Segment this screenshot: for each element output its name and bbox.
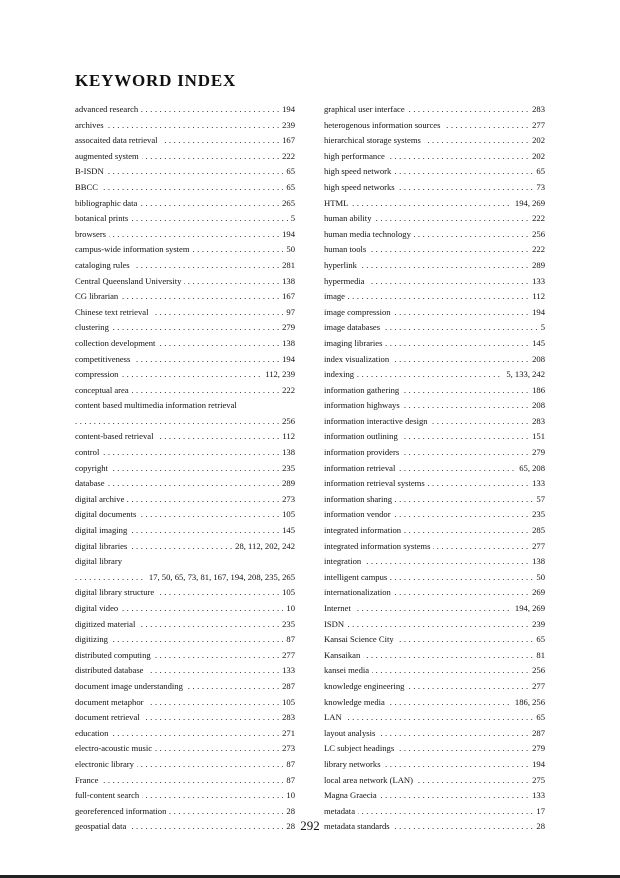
index-page-refs: 186, 256 (512, 695, 545, 711)
index-term: copyright (75, 463, 111, 473)
index-page-refs: 138 (279, 336, 295, 352)
index-page-refs: 222 (529, 242, 545, 258)
index-term: digital imaging (75, 525, 130, 535)
index-entry (75, 679, 295, 695)
index-term: intelligent campus (324, 572, 390, 582)
index-page-refs: 273 (279, 741, 295, 757)
index-term: content-based retrieval (75, 431, 157, 441)
index-page-refs: 279 (279, 320, 295, 336)
index-term: Kansaikan (324, 650, 363, 660)
index-entry (75, 523, 295, 539)
index-entry (324, 274, 545, 290)
index-page-refs: 239 (529, 617, 545, 633)
index-term: indexing (324, 369, 357, 379)
index-term: information vendor (324, 509, 394, 519)
index-entry (324, 648, 545, 664)
index-term: document retrieval (75, 712, 143, 722)
index-page-refs: 194 (279, 352, 295, 368)
index-term: human tools (324, 244, 369, 254)
index-entry (75, 507, 295, 523)
index-term: control (75, 447, 102, 457)
index-page-refs: 112 (279, 429, 295, 445)
index-entry (324, 570, 545, 586)
index-page-refs: 145 (529, 336, 545, 352)
index-entry (324, 211, 545, 227)
index-term: knowledge engineering (324, 681, 407, 691)
index-entry (75, 757, 295, 773)
index-entry (324, 710, 545, 726)
index-page-refs: 87 (283, 757, 295, 773)
index-term: B-ISDN (75, 166, 107, 176)
index-term: internationalization (324, 587, 394, 597)
index-entry (324, 445, 545, 461)
index-page-refs: 10 (283, 601, 295, 617)
index-page-refs: 133 (529, 274, 545, 290)
index-entry (324, 757, 545, 773)
index-page-refs: 287 (529, 726, 545, 742)
index-entry (324, 695, 545, 711)
index-page-refs: 194 (529, 305, 545, 321)
index-term: conceptual area (75, 385, 132, 395)
index-term (75, 572, 102, 582)
index-entry (75, 227, 295, 243)
index-entry (75, 539, 295, 555)
index-page-refs: 28 (283, 819, 295, 835)
index-term: digital archive (75, 494, 127, 504)
index-entry (324, 663, 545, 679)
index-entry (324, 617, 545, 633)
index-entry (324, 804, 545, 820)
index-page-refs: 28, 112, 202, 242 (232, 539, 295, 555)
index-entry (75, 570, 295, 586)
index-term (75, 416, 102, 426)
index-page-refs: 235 (529, 507, 545, 523)
index-entry (324, 726, 545, 742)
index-entry (324, 367, 545, 383)
index-entry (75, 648, 295, 664)
index-page-refs: 28 (283, 804, 295, 820)
index-page-refs: 202 (529, 149, 545, 165)
index-entry (324, 289, 545, 305)
index-term: electronic library (75, 759, 137, 769)
index-page-refs: 222 (529, 211, 545, 227)
index-page-refs: 273 (279, 492, 295, 508)
index-entry (324, 585, 545, 601)
index-term: digital video (75, 603, 121, 613)
index-entry (75, 429, 295, 445)
index-term: information sharing (324, 494, 395, 504)
index-page-refs: 10 (283, 788, 295, 804)
index-page-refs: 194, 269 (512, 196, 545, 212)
index-page-refs: 167 (279, 289, 295, 305)
index-page-refs: 283 (279, 710, 295, 726)
index-entry (324, 492, 545, 508)
index-term: browsers (75, 229, 109, 239)
index-page-refs: 5 (288, 211, 295, 227)
index-page-refs: 65 (533, 164, 545, 180)
index-term: clustering (75, 322, 112, 332)
index-term: cataloging rules (75, 260, 133, 270)
index-page-refs: 194, 269 (512, 601, 545, 617)
index-term: botanical prints (75, 213, 131, 223)
index-entry (324, 773, 545, 789)
index-entry (324, 352, 545, 368)
index-term: collection development (75, 338, 158, 348)
index-term: knowledge media (324, 697, 388, 707)
index-page-refs: 275 (529, 773, 545, 789)
index-term: local area network (LAN) (324, 775, 416, 785)
index-entry (324, 414, 545, 430)
index-page-refs: 65 (533, 632, 545, 648)
index-term: human media technology (324, 229, 414, 239)
index-entry (324, 149, 545, 165)
index-entry (75, 492, 295, 508)
index-column-right (324, 102, 545, 835)
index-term: Central Queensland University (75, 276, 184, 286)
index-entry (75, 118, 295, 134)
index-page-refs: 277 (529, 679, 545, 695)
index-entry (75, 632, 295, 648)
index-entry (75, 726, 295, 742)
index-entry (75, 554, 295, 570)
index-term: competitiveness (75, 354, 133, 364)
index-term: France (75, 775, 101, 785)
index-term: compression (75, 369, 121, 379)
index-entry (75, 773, 295, 789)
index-page-refs: 277 (529, 539, 545, 555)
index-page-refs: 289 (529, 258, 545, 274)
index-entry (324, 258, 545, 274)
index-page-refs: 87 (283, 773, 295, 789)
index-page-refs: 283 (529, 414, 545, 430)
index-entry (324, 320, 545, 336)
index-page-refs: 87 (283, 632, 295, 648)
index-entry (324, 788, 545, 804)
index-page-refs: 277 (529, 118, 545, 134)
index-term: hyperlink (324, 260, 360, 270)
index-page-refs: 50 (283, 242, 295, 258)
index-term: campus-wide information system (75, 244, 193, 254)
index-term: information retrieval systems (324, 478, 428, 488)
index-term: document image understanding (75, 681, 186, 691)
index-term: information gathering (324, 385, 402, 395)
index-page-refs: 138 (279, 445, 295, 461)
index-page-refs: 222 (279, 383, 295, 399)
index-term: imaging libraries (324, 338, 385, 348)
index-entry (75, 274, 295, 290)
index-term: integrated information (324, 525, 404, 535)
index-page-refs: 73 (533, 180, 545, 196)
index-entry (75, 788, 295, 804)
index-term: ISDN (324, 619, 347, 629)
index-page-refs: 105 (279, 695, 295, 711)
index-entry (75, 258, 295, 274)
index-page-refs: 57 (533, 492, 545, 508)
index-term: hierarchical storage systems (324, 135, 424, 145)
index-term: education (75, 728, 111, 738)
index-term: layout analysis (324, 728, 378, 738)
index-page-refs: 112 (529, 289, 545, 305)
index-page-refs: 279 (529, 741, 545, 757)
index-entry (75, 383, 295, 399)
index-page-refs: 133 (279, 663, 295, 679)
index-term: image compression (324, 307, 394, 317)
index-page-refs: 105 (279, 585, 295, 601)
index-entry (75, 710, 295, 726)
index-term: database (75, 478, 108, 488)
index-entry (75, 398, 295, 414)
index-entry (75, 180, 295, 196)
index-term: electro-acoustic music (75, 743, 155, 753)
index-entry (324, 679, 545, 695)
index-term: bibliographic data (75, 198, 140, 208)
index-page-refs: 133 (529, 476, 545, 492)
index-page-refs: 194 (529, 757, 545, 773)
index-page-refs: 277 (279, 648, 295, 664)
index-term: digitizing (75, 634, 111, 644)
index-entry (324, 429, 545, 445)
index-entry (75, 133, 295, 149)
index-entry (324, 632, 545, 648)
index-page-refs: 28 (533, 819, 545, 835)
index-page-refs: 81 (533, 648, 545, 664)
index-page-refs: 65, 208 (516, 461, 545, 477)
index-page-refs: 194 (279, 102, 295, 118)
index-entry (324, 118, 545, 134)
index-term: digital documents (75, 509, 139, 519)
index-entry (324, 507, 545, 523)
index-term: high performance (324, 151, 388, 161)
index-term: document metaphor (75, 697, 147, 707)
index-term: HTML (324, 198, 351, 208)
index-page-refs: 186 (529, 383, 545, 399)
index-page-refs: 5, 133, 242 (503, 367, 545, 383)
index-term: Internet (324, 603, 354, 613)
index-term: library networks (324, 759, 384, 769)
index-page-refs: 138 (279, 274, 295, 290)
index-page-refs: 145 (279, 523, 295, 539)
index-entry (324, 461, 545, 477)
index-term: digital library structure (75, 587, 157, 597)
index-page-refs: 167 (279, 133, 295, 149)
index-entry (324, 398, 545, 414)
index-term: full-content search (75, 790, 142, 800)
index-term: information providers (324, 447, 402, 457)
index-entry (324, 741, 545, 757)
index-term: augmented system (75, 151, 142, 161)
index-term: advanced research (75, 104, 141, 114)
index-entry (75, 741, 295, 757)
index-page-refs: 5 (538, 320, 545, 336)
index-page-refs: 256 (529, 663, 545, 679)
index-page-refs: 138 (529, 554, 545, 570)
index-page-refs: 269 (529, 585, 545, 601)
index-page-refs: 285 (529, 523, 545, 539)
index-page-refs: 202 (529, 133, 545, 149)
index-page-refs: 194 (279, 227, 295, 243)
index-page-refs: 235 (279, 617, 295, 633)
index-term: high speed network (324, 166, 394, 176)
index-term: hypermedia (324, 276, 368, 286)
index-page-refs: 271 (279, 726, 295, 742)
index-term: heterogenous information sources (324, 120, 443, 130)
index-term: human ability (324, 213, 375, 223)
index-entry (75, 663, 295, 679)
index-page-refs: 279 (529, 445, 545, 461)
index-term: geospatial data (75, 821, 129, 831)
index-page-refs: 208 (529, 398, 545, 414)
index-term: distributed computing (75, 650, 154, 660)
index-entry (75, 367, 295, 383)
index-column-left (75, 102, 295, 835)
index-term: distributed database (75, 665, 147, 675)
index-page-refs: 112, 239 (262, 367, 295, 383)
index-entry (75, 320, 295, 336)
index-entry (75, 476, 295, 492)
index-term: image databases (324, 322, 383, 332)
index-page-refs: 105 (279, 507, 295, 523)
index-entry (75, 414, 295, 430)
index-entry (75, 336, 295, 352)
index-term: content based multimedia information retrieval (75, 400, 240, 410)
index-term: assocaited data retrieval (75, 135, 161, 145)
index-term: metadata (324, 806, 358, 816)
index-term: integration (324, 556, 364, 566)
index-entry (324, 554, 545, 570)
index-term: digital library (75, 556, 125, 566)
index-entry (324, 523, 545, 539)
index-entry (75, 305, 295, 321)
index-entry (75, 242, 295, 258)
index-entry (324, 336, 545, 352)
index-page-refs: 17 (533, 804, 545, 820)
index-entry (75, 804, 295, 820)
index-page-refs: 222 (279, 149, 295, 165)
index-entry (75, 585, 295, 601)
index-entry (324, 102, 545, 118)
index-page-refs: 239 (279, 118, 295, 134)
index-term: kansei media (324, 665, 372, 675)
index-page-refs: 133 (529, 788, 545, 804)
index-entry (324, 133, 545, 149)
index-term: graphical user interface (324, 104, 408, 114)
index-page-refs: 65 (283, 180, 295, 196)
index-entry (75, 289, 295, 305)
index-term: Kansai Science City (324, 634, 397, 644)
index-page-refs: 281 (279, 258, 295, 274)
index-entry (324, 164, 545, 180)
index-term: information interactive design (324, 416, 431, 426)
index-term: information highways (324, 400, 403, 410)
index-term: georeferenced information (75, 806, 169, 816)
index-page-refs: 208 (529, 352, 545, 368)
index-entry (324, 601, 545, 617)
index-entry (75, 102, 295, 118)
index-page-refs: 235 (279, 461, 295, 477)
index-term: high speed networks (324, 182, 398, 192)
index-page-refs: 50 (533, 570, 545, 586)
page-number: 292 (300, 818, 320, 833)
index-page-refs: 65 (283, 164, 295, 180)
index-term: LC subject headings (324, 743, 397, 753)
index-page-refs: 283 (529, 102, 545, 118)
index-page-refs: 256 (529, 227, 545, 243)
index-entry (324, 242, 545, 258)
page-title: KEYWORD INDEX (75, 71, 237, 90)
index-term: BBCC (75, 182, 101, 192)
index-page-refs: . . . 17, 50, 65, 73, 81, 167, 194, 208, 235, 265 (146, 570, 295, 586)
index-entry (324, 305, 545, 321)
index-entry (75, 352, 295, 368)
index-entry (324, 196, 545, 212)
index-entry (324, 383, 545, 399)
index-term: CG librarian (75, 291, 121, 301)
index-entry (75, 617, 295, 633)
index-entry (75, 164, 295, 180)
index-term: Chinese text retrieval (75, 307, 152, 317)
index-term: metadata standards (324, 821, 393, 831)
index-term: Magna Graecia (324, 790, 380, 800)
index-entry (75, 695, 295, 711)
index-page-refs: 65 (533, 710, 545, 726)
index-entry (324, 476, 545, 492)
index-term: index visualization (324, 354, 392, 364)
index-term: LAN (324, 712, 345, 722)
index-page-refs: 265 (279, 196, 295, 212)
index-page-refs: 151 (529, 429, 545, 445)
index-entry (75, 601, 295, 617)
index-term: digital libraries (75, 541, 130, 551)
index-entry (75, 211, 295, 227)
index-entry (75, 445, 295, 461)
index-page-refs: 289 (279, 476, 295, 492)
index-term: digitized material (75, 619, 138, 629)
index-page-refs: 287 (279, 679, 295, 695)
index-entry (324, 227, 545, 243)
index-term: information retrieval (324, 463, 398, 473)
index-term: information outlining (324, 431, 401, 441)
index-term: image (324, 291, 348, 301)
index-term: integrated information systems (324, 541, 433, 551)
index-entry (75, 461, 295, 477)
index-page-refs: . . . 256 (279, 414, 295, 430)
index-term: archives (75, 120, 107, 130)
index-entry (324, 539, 545, 555)
index-entry (75, 196, 295, 212)
index-page-refs: 97 (283, 305, 295, 321)
index-entry (324, 180, 545, 196)
index-entry (75, 149, 295, 165)
